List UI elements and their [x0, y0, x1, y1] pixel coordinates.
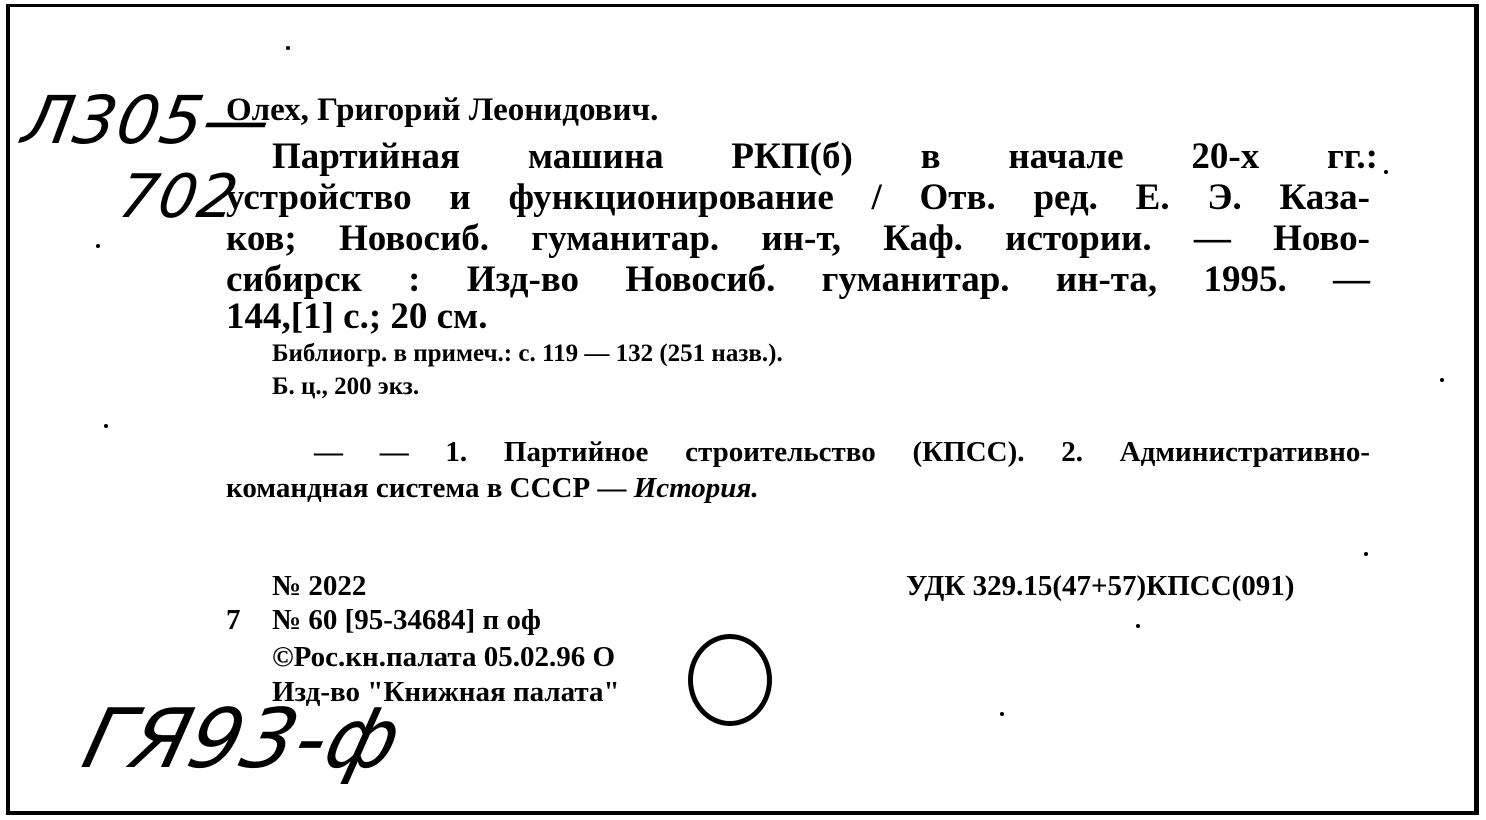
order-number: № 60 [95-34684] п оф	[272, 604, 541, 636]
subjects-line-2-regular: командная система в СССР —	[226, 472, 634, 504]
subjects-line-2	[226, 474, 1370, 503]
record-number: № 2022	[272, 570, 367, 602]
bibliography-note: Библиогр. в примеч.: с. 119 — 132 (251 назв.).	[272, 340, 783, 367]
speck	[1384, 170, 1388, 174]
subjects-line-1: — — 1. Партийное строительство (КПСС). 2. Административно-	[314, 436, 1370, 468]
copyright-line: ©Рос.кн.палата 05.02.96 О	[272, 641, 616, 673]
speck	[1440, 378, 1444, 382]
title-line-5: 144,[1] с.; 20 см.	[226, 296, 488, 337]
title-line-2: устройство и функционирование / Отв. ред. Е. Э. Каза-	[226, 177, 1370, 218]
speck	[1364, 552, 1368, 556]
handwritten-shelfmark-top: Л305—	[17, 82, 278, 159]
title-line-4: сибирск : Изд-во Новосиб. гуманитар. ин-та, 1995. —	[226, 259, 1370, 300]
title-line-3: ков; Новосиб. гуманитар. ин-т, Каф. истории. — Ново-	[226, 218, 1370, 259]
publisher-line: Изд-во "Книжная палата"	[272, 676, 620, 708]
handwritten-shelfmark-second: 702	[113, 162, 244, 232]
speck	[1136, 624, 1140, 628]
subjects-line-2-italic: История.	[633, 472, 759, 504]
udk-code: УДК 329.15(47+57)КПСС(091)	[906, 570, 1295, 602]
price-note: Б. ц., 200 экз.	[272, 373, 420, 400]
speck	[286, 46, 290, 50]
speck	[1000, 712, 1004, 716]
title-line-1: Партийная машина РКП(б) в начале 20-х гг.:	[272, 136, 1378, 177]
prefix-digit: 7	[226, 604, 241, 636]
stamp-circle-icon	[688, 634, 772, 726]
speck	[104, 424, 108, 428]
author-heading: Олех, Григорий Леонидович.	[226, 92, 659, 128]
handwritten-inventory-mark: ГЯ93-ф	[74, 692, 411, 787]
speck	[96, 244, 100, 248]
